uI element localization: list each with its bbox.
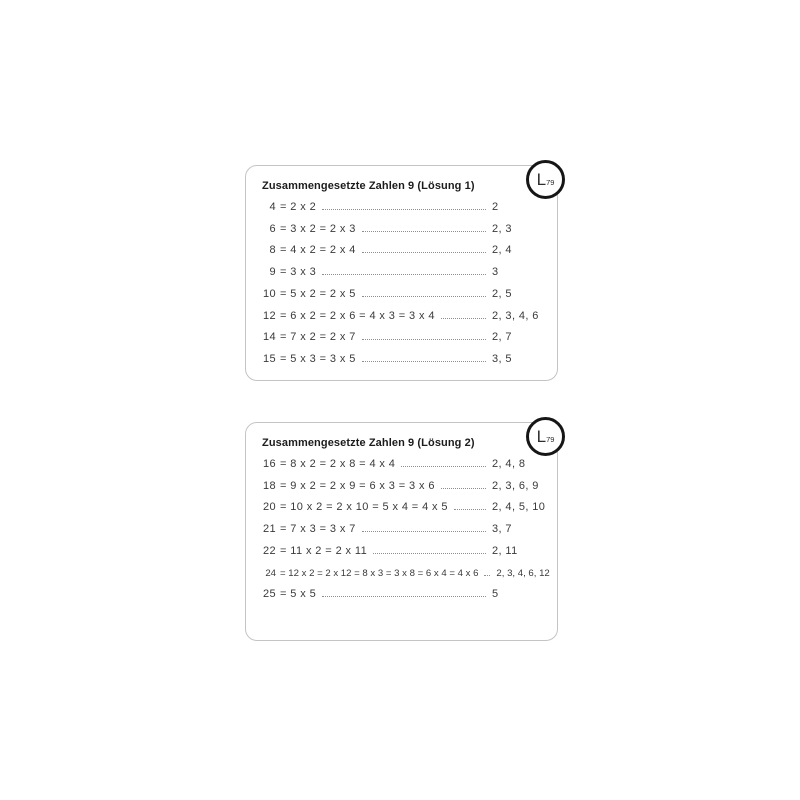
row-divisors: 2, 7 [492, 331, 512, 344]
row-number: 8 [269, 244, 276, 257]
solution-row [262, 197, 541, 219]
solution-card-1 [245, 165, 558, 381]
badge-letter: L [536, 170, 547, 189]
row-expression: = 12 x 2 = 2 x 12 = 8 x 3 = 3 x 8 = 6 x 4 = 4 x 6 [280, 567, 479, 579]
badge-subscript: 79 [546, 435, 555, 445]
row-number: 12 [262, 309, 276, 322]
solution-row [262, 476, 541, 498]
row-number: 18 [262, 479, 276, 492]
row-divisors: 2, 4 [492, 244, 512, 257]
dotted-leader [441, 318, 486, 319]
solution-row [262, 219, 541, 241]
row-number: 24 [265, 567, 276, 579]
dotted-leader [362, 231, 486, 232]
solution-row [262, 454, 541, 476]
badge-letter: L [536, 427, 547, 446]
dotted-leader [322, 274, 486, 275]
row-expression: = 4 x 2 = 2 x 4 [280, 244, 356, 257]
row-divisors: 2 [492, 201, 499, 213]
dotted-leader [373, 553, 486, 554]
row-expression: = 6 x 2 = 2 x 6 = 4 x 3 = 3 x 4 [280, 309, 435, 322]
row-number: 22 [262, 544, 276, 557]
row-divisors: 5 [492, 588, 499, 601]
dotted-leader [362, 531, 486, 532]
dotted-leader [484, 575, 490, 576]
solution-rows [262, 454, 550, 606]
row-number: 4 [269, 201, 276, 213]
solution-row [262, 262, 541, 284]
row-divisors: 2, 3, 4, 6, 12 [496, 567, 550, 579]
row-expression: = 3 x 2 = 2 x 3 [280, 222, 356, 235]
row-expression: = 7 x 2 = 2 x 7 [280, 331, 356, 344]
dotted-leader [322, 596, 486, 597]
dotted-leader [441, 488, 486, 489]
row-expression: = 7 x 3 = 3 x 7 [280, 523, 356, 536]
solution-rows [262, 197, 541, 371]
row-number: 10 [262, 287, 276, 300]
solution-row [262, 563, 550, 585]
row-expression: = 8 x 2 = 2 x 8 = 4 x 4 [280, 458, 396, 470]
row-divisors: 2, 5 [492, 287, 512, 300]
solution-row [262, 349, 541, 371]
row-divisors: 2, 3, 4, 6 [492, 309, 539, 322]
solution-row [262, 541, 541, 563]
card-title: Zusammengesetzte Zahlen 9 (Lösung 1) [262, 180, 475, 192]
worksheet-code-badge [526, 417, 565, 456]
row-number: 20 [262, 501, 276, 514]
row-divisors: 2, 3 [492, 222, 512, 235]
row-number: 21 [262, 523, 276, 536]
badge-subscript: 79 [546, 178, 555, 188]
row-divisors: 2, 4, 8 [492, 458, 526, 470]
dotted-leader [454, 509, 486, 510]
dotted-leader [362, 252, 486, 253]
row-number: 6 [269, 222, 276, 235]
solution-row [262, 306, 541, 328]
row-number: 25 [262, 588, 276, 601]
row-expression: = 3 x 3 [280, 266, 317, 279]
row-divisors: 2, 4, 5, 10 [492, 501, 546, 514]
row-divisors: 2, 3, 6, 9 [492, 479, 539, 492]
dotted-leader [362, 339, 486, 340]
row-divisors: 2, 11 [492, 544, 518, 557]
row-expression: = 9 x 2 = 2 x 9 = 6 x 3 = 3 x 6 [280, 479, 435, 492]
solution-row [262, 240, 541, 262]
row-expression: = 5 x 3 = 3 x 5 [280, 352, 356, 365]
row-number: 15 [262, 352, 276, 365]
row-expression: = 5 x 2 = 2 x 5 [280, 287, 356, 300]
solution-row [262, 497, 546, 519]
row-expression: = 11 x 2 = 2 x 11 [280, 544, 368, 557]
row-number: 16 [262, 458, 276, 470]
dotted-leader [401, 466, 486, 467]
solution-row [262, 327, 541, 349]
worksheet-code-badge [526, 160, 565, 199]
solution-row [262, 519, 541, 541]
dotted-leader [362, 361, 486, 362]
row-divisors: 3, 5 [492, 352, 512, 365]
row-number: 9 [269, 266, 276, 279]
row-expression: = 10 x 2 = 2 x 10 = 5 x 4 = 4 x 5 [280, 501, 448, 514]
dotted-leader [322, 209, 486, 210]
solution-row [262, 284, 541, 306]
dotted-leader [362, 296, 486, 297]
card-title: Zusammengesetzte Zahlen 9 (Lösung 2) [262, 437, 475, 449]
row-divisors: 3, 7 [492, 523, 512, 536]
row-number: 14 [262, 331, 276, 344]
row-expression: = 5 x 5 [280, 588, 317, 601]
row-divisors: 3 [492, 266, 499, 279]
solution-row [262, 584, 541, 606]
solution-card-2 [245, 422, 558, 641]
row-expression: = 2 x 2 [280, 201, 317, 213]
